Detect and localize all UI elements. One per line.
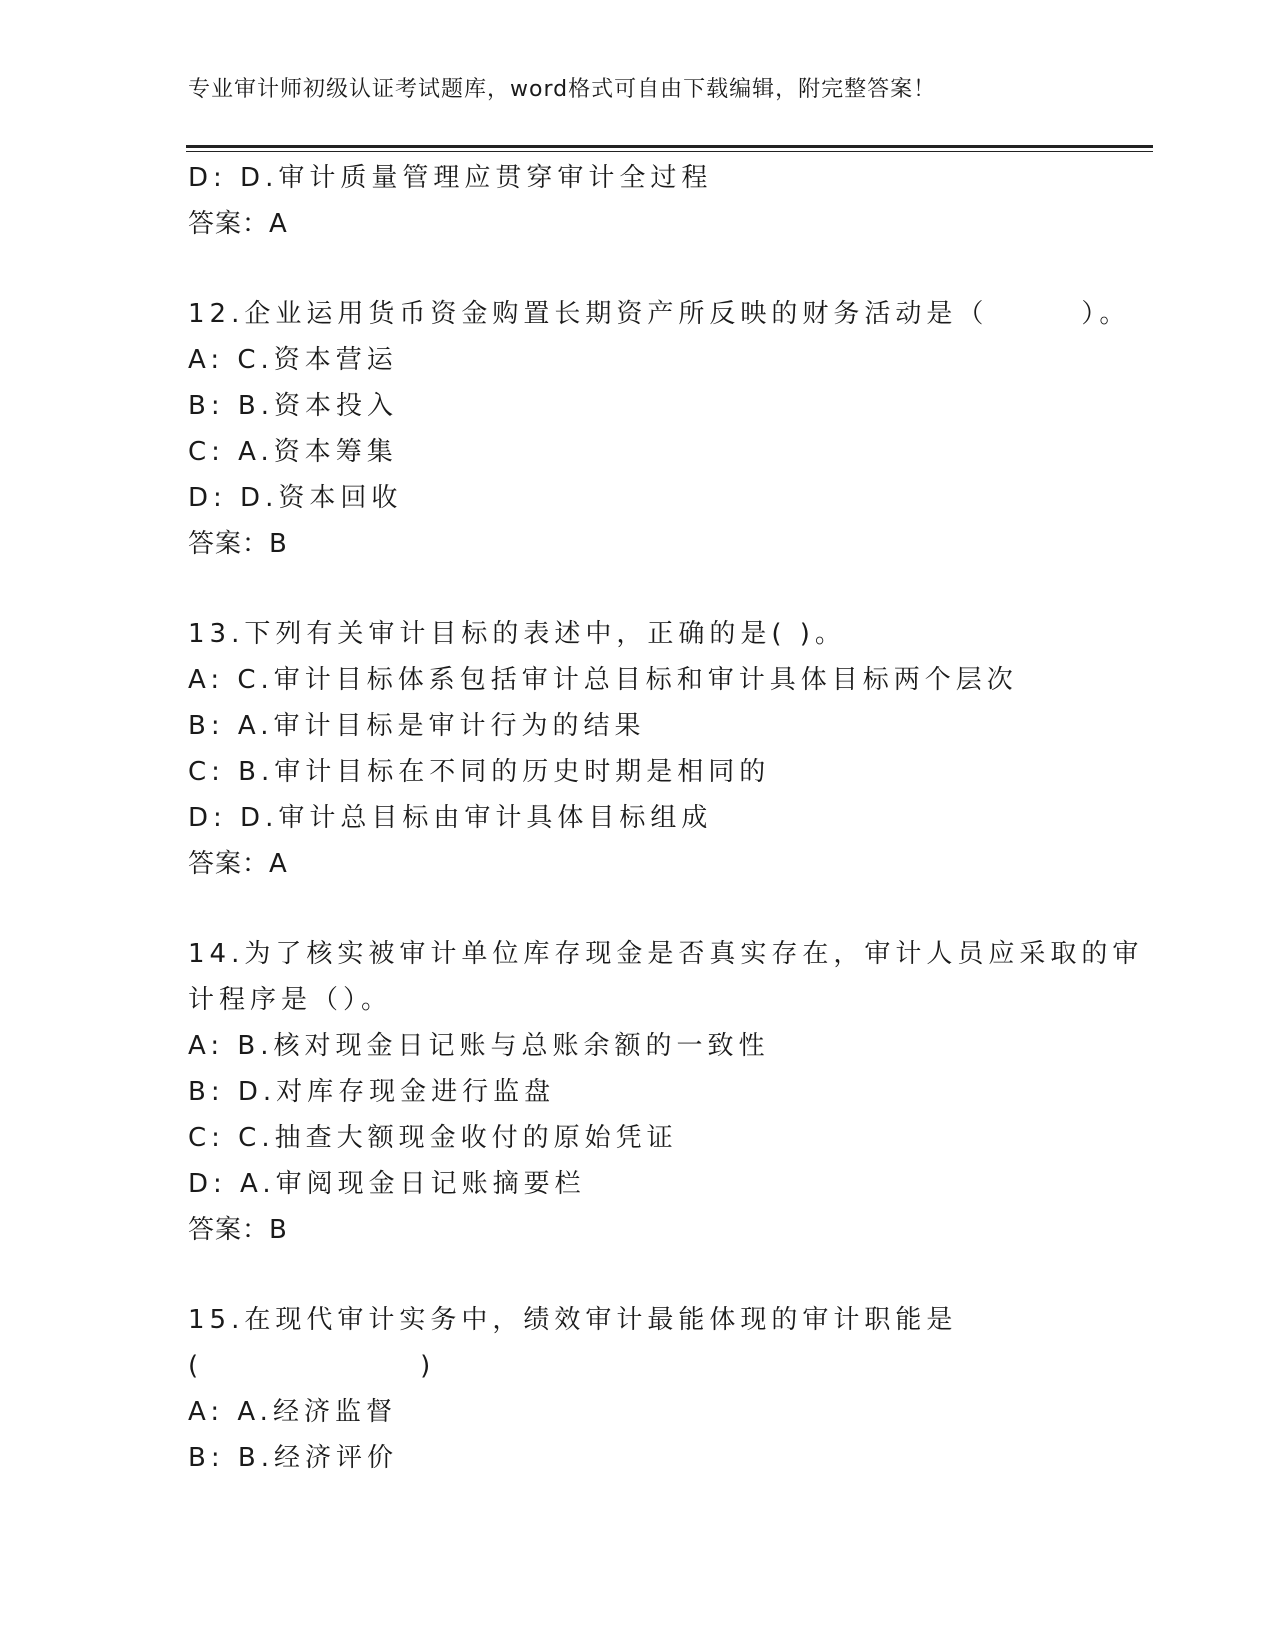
question-14 [188, 931, 1144, 1253]
answer: 答案：B [188, 1215, 288, 1245]
option-d: D: D.资本回收 [188, 483, 403, 513]
answer: 答案：B [188, 529, 288, 559]
prev-option-d: D: D.审计质量管理应贯穿审计全过程 [188, 163, 713, 193]
question-12 [188, 291, 1131, 567]
spacer [188, 887, 1128, 931]
spacer [188, 247, 1128, 291]
option-a: A: C.资本营运 [188, 345, 398, 375]
option-b: B: A.审计目标是审计行为的结果 [188, 711, 646, 741]
question-stem-continued: ( ) [188, 1351, 436, 1381]
option-a: A: C.审计目标体系包括审计总目标和审计具体目标两个层次 [188, 665, 1018, 695]
option-b: B: D.对库存现金进行监盘 [188, 1077, 556, 1107]
option-b: B: B.资本投入 [188, 391, 398, 421]
option-a: A: B.核对现金日记账与总账余额的一致性 [188, 1031, 770, 1061]
question-stem: 12.企业运用货币资金购置长期资产所反映的财务活动是（ ）。 [188, 299, 1131, 329]
spacer [188, 567, 1128, 611]
question-stem: 15.在现代审计实务中，绩效审计最能体现的审计职能是 [188, 1305, 958, 1335]
question-stem-continued: 计程序是（）。 [188, 985, 393, 1015]
option-a: A: A.经济监督 [188, 1397, 397, 1427]
question-15 [188, 1297, 1128, 1481]
question-content [188, 155, 1144, 1481]
option-c: C: C.抽查大额现金收付的原始凭证 [188, 1123, 678, 1153]
page-header: 专业审计师初级认证考试题库，word格式可自由下载编辑，附完整答案！ [188, 77, 937, 102]
question-stem: 13.下列有关审计目标的表述中，正确的是( )。 [188, 619, 846, 649]
option-b: B: B.经济评价 [188, 1443, 398, 1473]
question-stem: 14.为了核实被审计单位库存现金是否真实存在，审计人员应采取的审 [188, 939, 1144, 969]
header-rule-thin [186, 151, 1153, 152]
answer: 答案：A [188, 849, 288, 879]
spacer [188, 1253, 1128, 1297]
option-c: C: A.资本筹集 [188, 437, 398, 467]
header-rule-thick [186, 145, 1153, 148]
option-d: D: A.审阅现金日记账摘要栏 [188, 1169, 586, 1199]
option-d: D: D.审计总目标由审计具体目标组成 [188, 803, 713, 833]
option-c: C: B.审计目标在不同的历史时期是相同的 [188, 757, 771, 787]
question-13 [188, 611, 1128, 887]
prev-answer: 答案：A [188, 209, 288, 239]
